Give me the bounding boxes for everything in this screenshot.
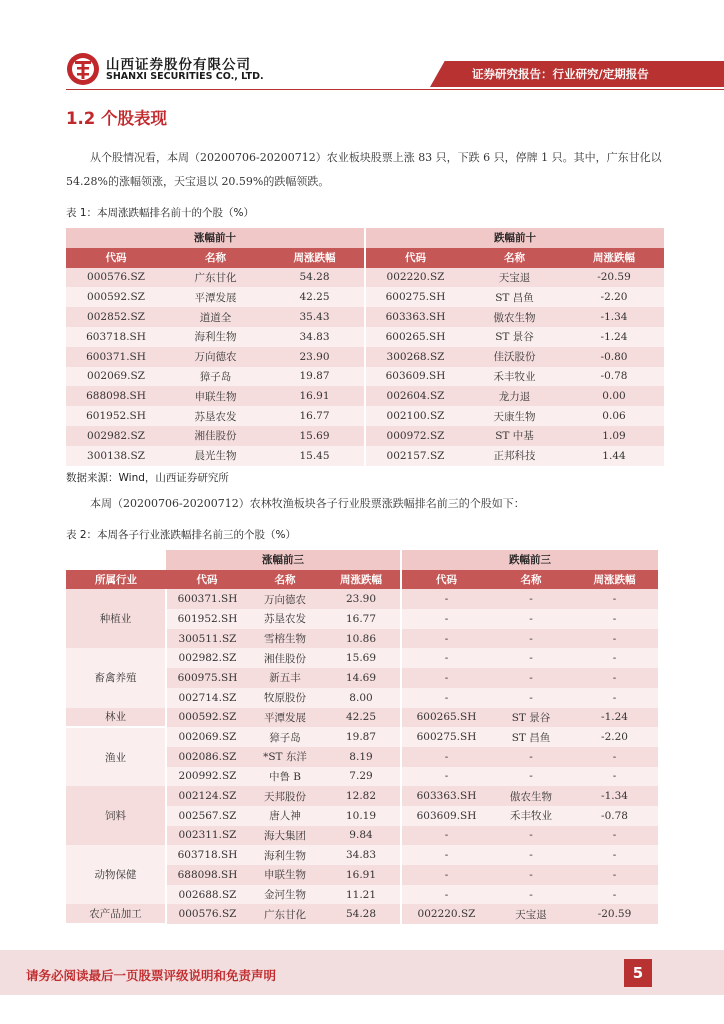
table-row — [66, 307, 664, 327]
table-cell: 广东甘化 — [248, 904, 322, 924]
table-cell: 15.69 — [265, 426, 365, 446]
page-header — [0, 0, 724, 92]
table-cell: - — [401, 688, 491, 708]
table-cell: 600371.SH — [166, 589, 248, 609]
column-header: 周涨跌幅 — [322, 570, 401, 590]
table-cell: ST 景谷 — [491, 708, 571, 728]
table-cell: 000592.SZ — [166, 708, 248, 728]
table-cell: - — [401, 629, 491, 649]
table1-column-header — [66, 248, 664, 268]
table2-column-header — [66, 570, 658, 590]
table-cell: 11.21 — [322, 885, 401, 905]
section-title: 1.2 个股表现 — [66, 109, 167, 128]
table-cell: - — [491, 688, 571, 708]
data-source-note: 数据来源：Wind，山西证券研究所 — [66, 472, 229, 484]
table-cell: - — [571, 826, 658, 846]
table-cell: 0.06 — [564, 406, 664, 426]
column-header: 周涨跌幅 — [564, 248, 664, 268]
table-cell: 002157.SZ — [365, 446, 465, 466]
table-cell: 申联生物 — [248, 865, 322, 885]
table-cell: 19.87 — [322, 727, 401, 747]
table-cell: 002124.SZ — [166, 786, 248, 806]
table-cell: - — [571, 767, 658, 787]
table-row — [66, 426, 664, 446]
table-row — [66, 904, 658, 924]
table-cell: 34.83 — [265, 327, 365, 347]
industry-cell: 饲料 — [66, 786, 166, 845]
company-logo-icon — [66, 52, 100, 86]
table-row — [66, 648, 658, 668]
table-cell: 16.77 — [265, 406, 365, 426]
table-cell: 002604.SZ — [365, 386, 465, 406]
table-cell: - — [491, 589, 571, 609]
table-cell: 1.09 — [564, 426, 664, 446]
table2-group-header — [66, 550, 658, 570]
table-cell: - — [401, 609, 491, 629]
table-cell: 34.83 — [322, 845, 401, 865]
table-cell: 23.90 — [265, 347, 365, 367]
table-cell: 9.84 — [322, 826, 401, 846]
table-cell: - — [491, 865, 571, 885]
subindustry-movers-table — [66, 550, 658, 925]
table-cell: - — [571, 589, 658, 609]
summary-paragraph: 从个股情况看，本周（20200706-20200712）农业板块股票上涨 83 只，下跌 6 只，停牌 1 只。其中，广东甘化以 54.28%的涨幅领涨，天宝退以 20.59%的跌幅领跌。 — [66, 151, 662, 188]
table-cell: - — [401, 668, 491, 688]
industry-cell: 种植业 — [66, 589, 166, 648]
table-cell: 12.82 — [322, 786, 401, 806]
table-cell: ST 昌鱼 — [465, 287, 564, 307]
table-row — [66, 727, 658, 747]
table-cell: 603609.SH — [365, 367, 465, 387]
table2-caption: 表 2：本周各子行业涨跌幅排名前三的个股（%） — [66, 529, 296, 541]
table-cell: - — [491, 885, 571, 905]
table-cell: - — [401, 845, 491, 865]
table-cell: 54.28 — [322, 904, 401, 924]
table-cell: 道道全 — [166, 307, 265, 327]
industry-cell: 动物保健 — [66, 845, 166, 904]
table-cell: 天宝退 — [491, 904, 571, 924]
table-cell: 苏垦农发 — [166, 406, 265, 426]
table-cell: 600371.SH — [66, 347, 166, 367]
table-cell: 15.45 — [265, 446, 365, 466]
table-cell: -2.20 — [564, 287, 664, 307]
table-cell: 万向德农 — [248, 589, 322, 609]
table1-caption: 表 1：本周涨跌幅排名前十的个股（%） — [66, 207, 254, 219]
table-cell: 002069.SZ — [66, 367, 166, 387]
table-row — [66, 786, 658, 806]
table-cell: ST 中基 — [465, 426, 564, 446]
table-cell: - — [491, 648, 571, 668]
table-cell: 600975.SH — [166, 668, 248, 688]
table-cell: 35.43 — [265, 307, 365, 327]
table-cell: 申联生物 — [166, 386, 265, 406]
table-cell: 19.87 — [265, 367, 365, 387]
table1-group-header — [66, 228, 664, 248]
table-cell: 002220.SZ — [401, 904, 491, 924]
table-cell: 000576.SZ — [166, 904, 248, 924]
table-cell: - — [491, 845, 571, 865]
table-cell: 000592.SZ — [66, 287, 166, 307]
table-cell: 603363.SH — [365, 307, 465, 327]
table-cell: - — [401, 589, 491, 609]
table-row — [66, 845, 658, 865]
table-cell: -1.34 — [564, 307, 664, 327]
table-cell: 傲农生物 — [465, 307, 564, 327]
table-cell: 海利生物 — [248, 845, 322, 865]
table-cell: -1.24 — [571, 708, 658, 728]
table-cell: 湘佳股份 — [248, 648, 322, 668]
table-cell: *ST 东洋 — [248, 747, 322, 767]
table-cell: 688098.SH — [66, 386, 166, 406]
table-cell: - — [401, 885, 491, 905]
table-cell: 唐人神 — [248, 806, 322, 826]
table-row — [66, 287, 664, 307]
table-cell: 海大集团 — [248, 826, 322, 846]
table-cell: - — [491, 609, 571, 629]
page-number: 5 — [624, 959, 652, 987]
table-cell: 15.69 — [322, 648, 401, 668]
column-header: 周涨跌幅 — [571, 570, 658, 590]
table-cell: 晨光生物 — [166, 446, 265, 466]
column-header: 代码 — [401, 570, 491, 590]
table-cell: 300138.SZ — [66, 446, 166, 466]
table-row — [66, 386, 664, 406]
column-header: 名称 — [248, 570, 322, 590]
table-cell: - — [401, 747, 491, 767]
table-cell: 16.77 — [322, 609, 401, 629]
table-cell: -0.78 — [564, 367, 664, 387]
table-cell: 300511.SZ — [166, 629, 248, 649]
table-cell: - — [571, 747, 658, 767]
header-divider — [66, 89, 724, 90]
table-row — [66, 708, 658, 728]
table-cell: 23.90 — [322, 589, 401, 609]
table-cell: - — [571, 865, 658, 885]
table-cell: - — [491, 747, 571, 767]
table-cell: 獐子岛 — [166, 367, 265, 387]
table-cell: -0.80 — [564, 347, 664, 367]
industry-cell: 渔业 — [66, 727, 166, 786]
column-header: 名称 — [166, 248, 265, 268]
column-header: 所属行业 — [66, 570, 166, 590]
table-cell: 000576.SZ — [66, 268, 166, 288]
table-row — [66, 268, 664, 288]
table-cell: 200992.SZ — [166, 767, 248, 787]
table-cell: 14.69 — [322, 668, 401, 688]
table-cell: - — [401, 648, 491, 668]
table-cell: 300268.SZ — [365, 347, 465, 367]
table-cell: 0.00 — [564, 386, 664, 406]
table-cell: - — [491, 826, 571, 846]
table-cell: - — [571, 609, 658, 629]
table-cell: 佳沃股份 — [465, 347, 564, 367]
table-cell: 雪榕生物 — [248, 629, 322, 649]
table-cell: 平潭发展 — [248, 708, 322, 728]
table-cell: 海利生物 — [166, 327, 265, 347]
table-cell: 天康生物 — [465, 406, 564, 426]
table-cell: ST 昌鱼 — [491, 727, 571, 747]
table-cell: 禾丰牧业 — [491, 806, 571, 826]
table-row — [66, 367, 664, 387]
table-cell: 603609.SH — [401, 806, 491, 826]
table-cell: 天宝退 — [465, 268, 564, 288]
table-cell: 16.91 — [265, 386, 365, 406]
report-type-label: 证券研究报告：行业研究/定期报告 — [472, 67, 649, 81]
table-cell: 000972.SZ — [365, 426, 465, 446]
industry-cell: 农产品加工 — [66, 904, 166, 924]
table-cell: 002982.SZ — [166, 648, 248, 668]
table-cell: 新五丰 — [248, 668, 322, 688]
table-cell: - — [571, 629, 658, 649]
table-cell: 10.19 — [322, 806, 401, 826]
table-cell: 002086.SZ — [166, 747, 248, 767]
column-header: 代码 — [365, 248, 465, 268]
table-cell: 8.00 — [322, 688, 401, 708]
group-up-label: 涨幅前十 — [66, 228, 365, 248]
table-cell: 8.19 — [322, 747, 401, 767]
table-row — [66, 406, 664, 426]
table-cell: ST 景谷 — [465, 327, 564, 347]
table-cell: -20.59 — [571, 904, 658, 924]
table-cell: - — [571, 668, 658, 688]
table-row — [66, 327, 664, 347]
table-cell: 牧原股份 — [248, 688, 322, 708]
table-cell: - — [571, 688, 658, 708]
column-header: 名称 — [465, 248, 564, 268]
company-name-cn: 山西证券股份有限公司 — [106, 57, 251, 73]
table-cell: - — [571, 648, 658, 668]
table-cell: 平潭发展 — [166, 287, 265, 307]
table-cell: 7.29 — [322, 767, 401, 787]
table-cell: 龙力退 — [465, 386, 564, 406]
table-cell: 002982.SZ — [66, 426, 166, 446]
table-cell: 600275.SH — [365, 287, 465, 307]
table-row — [66, 347, 664, 367]
table-cell: -2.20 — [571, 727, 658, 747]
table-cell: 002714.SZ — [166, 688, 248, 708]
table-cell: 601952.SH — [66, 406, 166, 426]
column-header: 名称 — [491, 570, 571, 590]
table-cell: - — [491, 629, 571, 649]
table-row — [66, 589, 658, 609]
table-cell: 42.25 — [322, 708, 401, 728]
table-cell: 万向德农 — [166, 347, 265, 367]
table-cell: 54.28 — [265, 268, 365, 288]
table-cell: 002220.SZ — [365, 268, 465, 288]
table-cell: - — [401, 865, 491, 885]
table-cell: - — [401, 826, 491, 846]
column-header: 代码 — [66, 248, 166, 268]
table-cell: -20.59 — [564, 268, 664, 288]
table-cell: 傲农生物 — [491, 786, 571, 806]
industry-cell: 畜禽养殖 — [66, 648, 166, 707]
table-cell: - — [491, 767, 571, 787]
table-cell: 中鲁 B — [248, 767, 322, 787]
table-cell: 002852.SZ — [66, 307, 166, 327]
table-cell: 601952.SH — [166, 609, 248, 629]
table-cell: 苏垦农发 — [248, 609, 322, 629]
table-cell: 广东甘化 — [166, 268, 265, 288]
table-cell: 600265.SH — [401, 708, 491, 728]
column-header: 周涨跌幅 — [265, 248, 365, 268]
table-cell: 正邦科技 — [465, 446, 564, 466]
table-cell: 600265.SH — [365, 327, 465, 347]
table-cell: 10.86 — [322, 629, 401, 649]
table-cell: 002567.SZ — [166, 806, 248, 826]
table-cell: 1.44 — [564, 446, 664, 466]
table-cell: 688098.SH — [166, 865, 248, 885]
table-cell: - — [491, 668, 571, 688]
table-cell: 002311.SZ — [166, 826, 248, 846]
table-cell: 603363.SH — [401, 786, 491, 806]
table-cell: 16.91 — [322, 865, 401, 885]
table-cell: 603718.SH — [66, 327, 166, 347]
table-cell: - — [571, 845, 658, 865]
table-cell: - — [571, 885, 658, 905]
table-cell: 600275.SH — [401, 727, 491, 747]
group-down-label: 跌幅前三 — [401, 550, 658, 570]
subindustry-paragraph: 本周（20200706-20200712）农林牧渔板块各子行业股票涨跌幅排名前三的个股如下： — [90, 497, 525, 510]
disclaimer-link[interactable]: 请务必阅读最后一页股票评级说明和免责声明 — [26, 968, 277, 983]
table-cell: 42.25 — [265, 287, 365, 307]
table-cell: 002069.SZ — [166, 727, 248, 747]
group-up-label: 涨幅前三 — [166, 550, 401, 570]
company-name-en: SHANXI SECURITIES CO., LTD. — [106, 71, 264, 82]
group-blank-cell — [66, 550, 166, 570]
table-cell: 獐子岛 — [248, 727, 322, 747]
table-cell: 603718.SH — [166, 845, 248, 865]
table-cell: -0.78 — [571, 806, 658, 826]
column-header: 代码 — [166, 570, 248, 590]
table-cell: -1.24 — [564, 327, 664, 347]
top-ten-movers-table — [66, 228, 664, 466]
table-cell: 金河生物 — [248, 885, 322, 905]
group-down-label: 跌幅前十 — [365, 228, 664, 248]
table-cell: 002688.SZ — [166, 885, 248, 905]
table-row — [66, 446, 664, 466]
table-cell: -1.34 — [571, 786, 658, 806]
table-cell: 禾丰牧业 — [465, 367, 564, 387]
table-cell: 天邦股份 — [248, 786, 322, 806]
table-cell: 002100.SZ — [365, 406, 465, 426]
industry-cell: 林业 — [66, 708, 166, 728]
table-cell: - — [401, 767, 491, 787]
table-cell: 湘佳股份 — [166, 426, 265, 446]
